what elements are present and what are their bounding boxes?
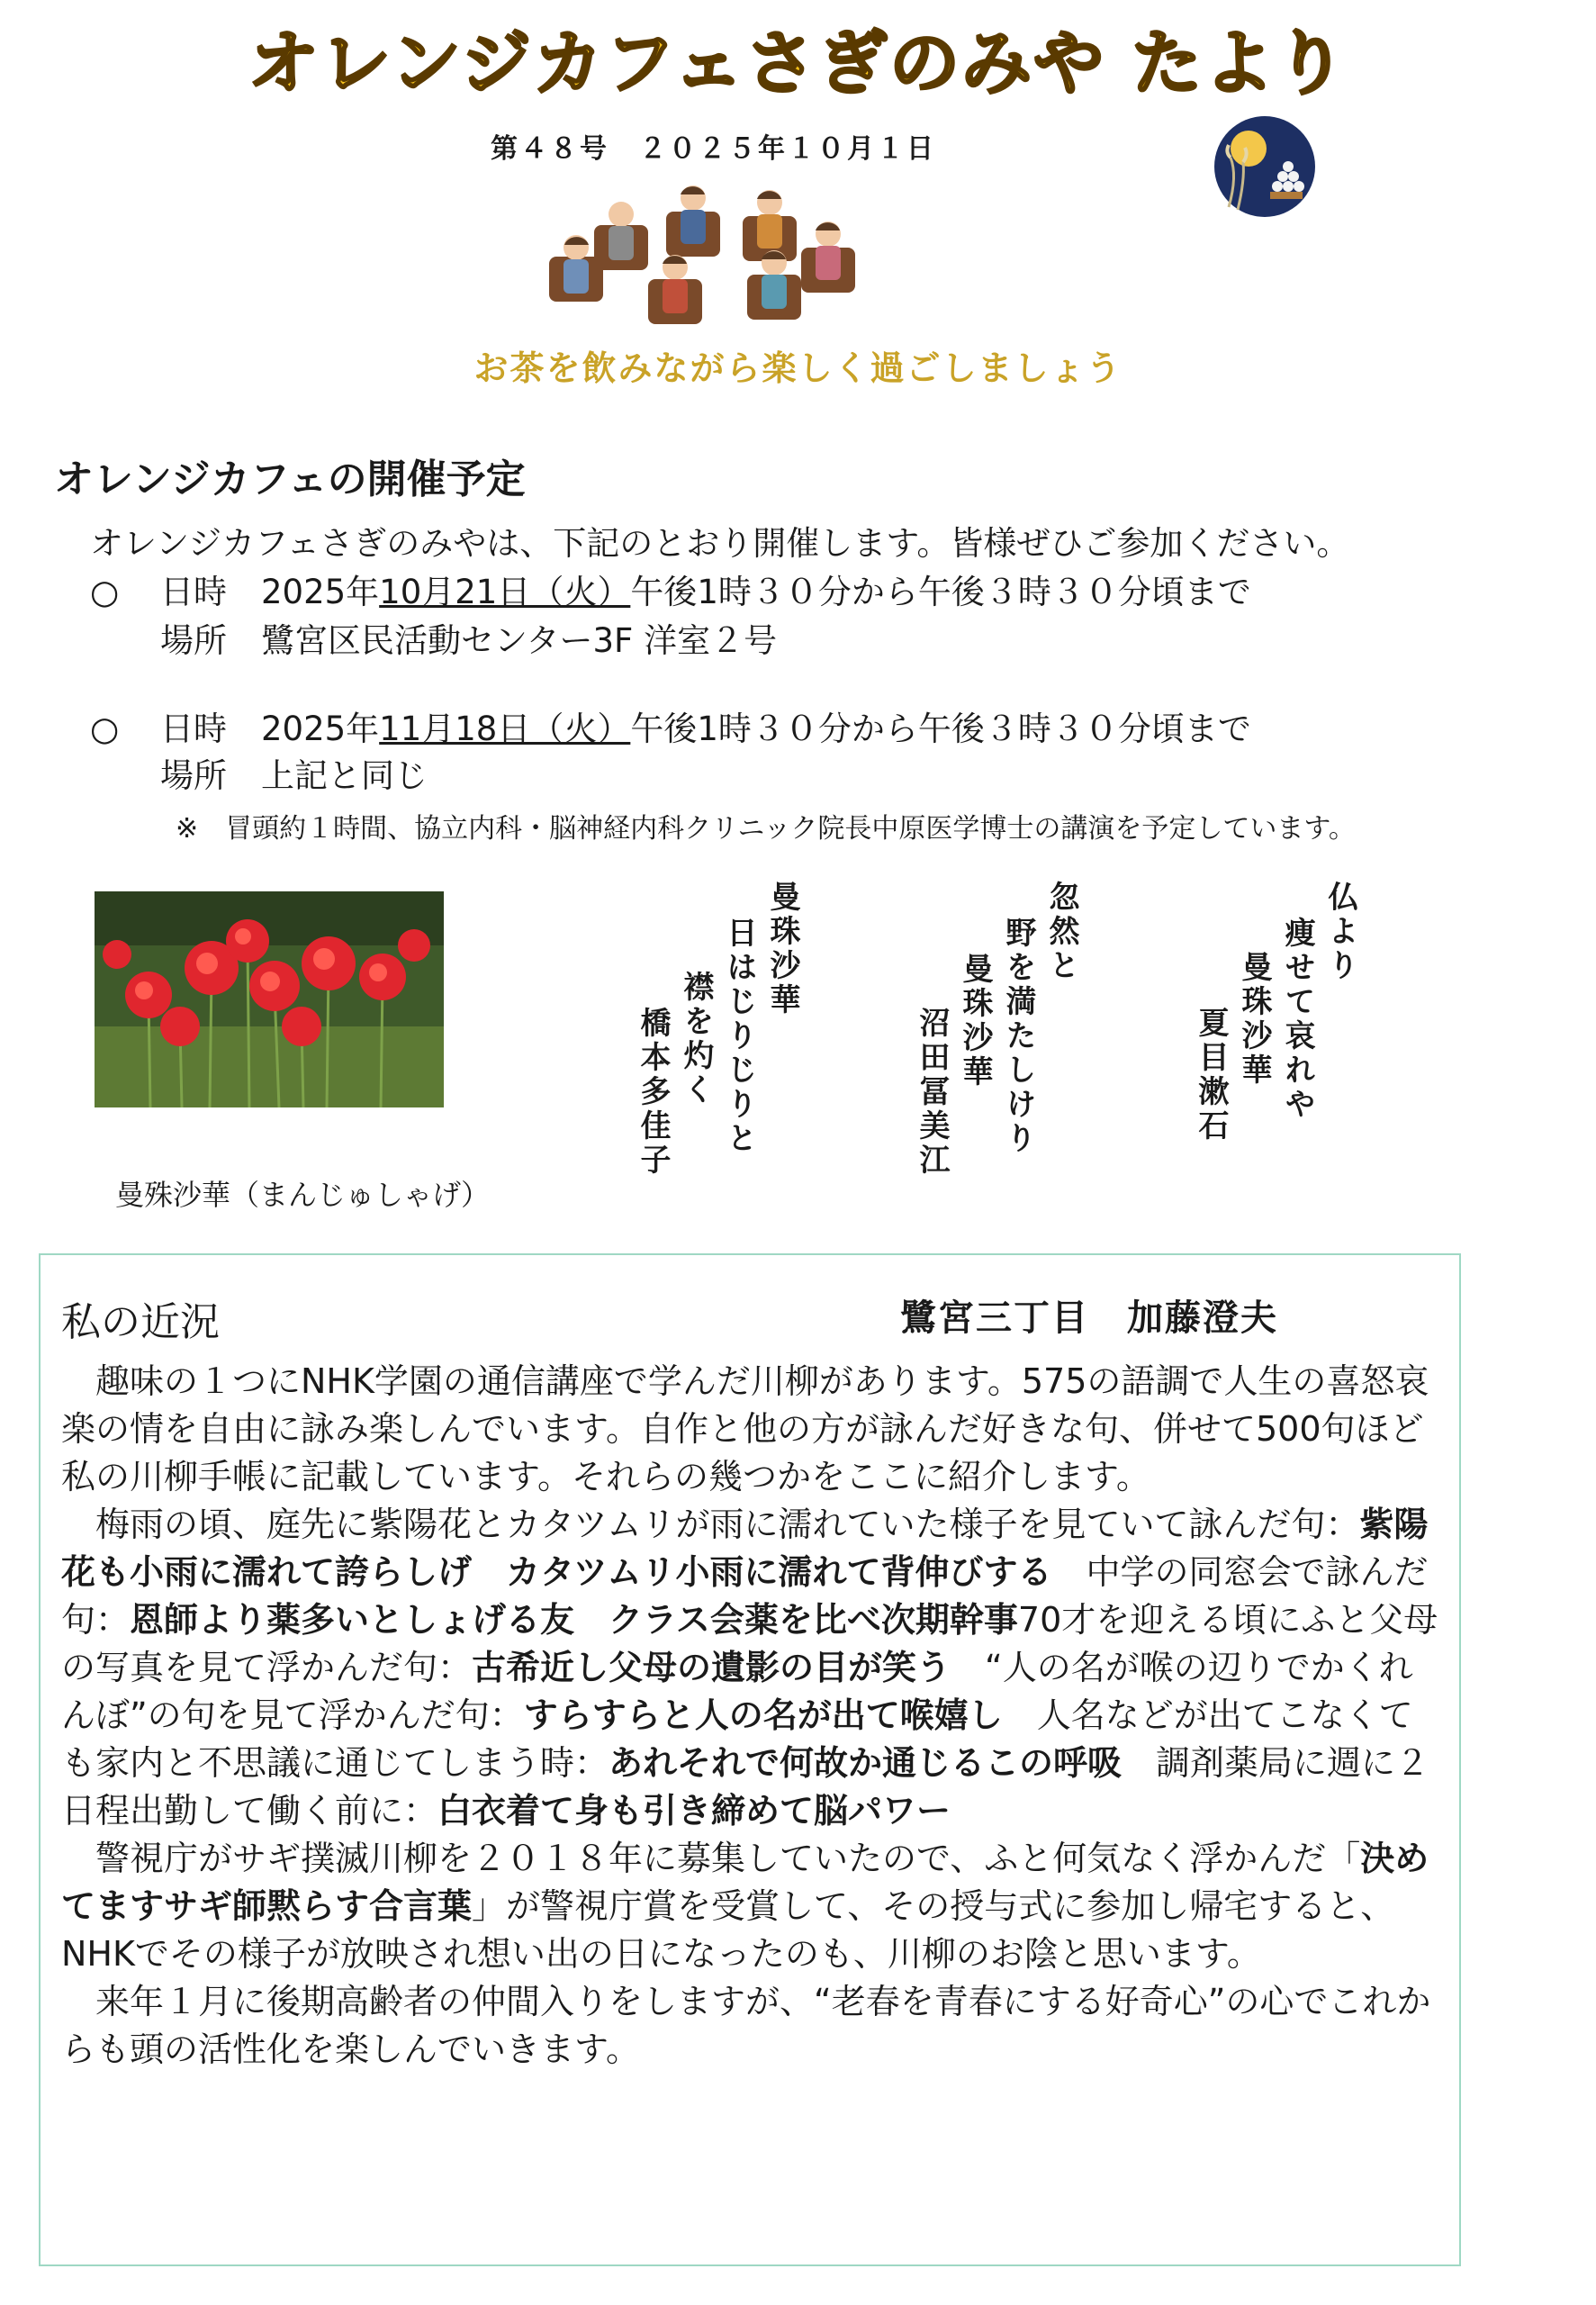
p2-text-e: 70才を迎える頃にふと父母の写真を見て浮かんだ句： — [61, 1600, 1438, 1687]
essay-author: 鷺宮三丁目 加藤澄夫 — [900, 1297, 1278, 1339]
haiku-3-line-1: 曼珠沙華 — [764, 881, 800, 1017]
essay-paragraph-1: 趣味の１つにNHK学園の通信講座で学んだ川柳があります。575の語調で人生の喜怒哀楽の情を自由に詠み楽しんでいます。自作と他の方が詠んだ好きな句、併せて500句ほど私の川柳手帳に記載しています。それらの幾つかをここに紹介します。 — [61, 1361, 1429, 1496]
p2-text-c: 中学の同窓会で詠んだ句： — [61, 1552, 1429, 1640]
moon-viewing-icon — [1211, 113, 1319, 221]
spider-lily-photo — [95, 891, 444, 1107]
event-1-time: 午後1時３０分から午後３時３０分頃まで — [630, 573, 1251, 611]
essay-body — [61, 1358, 1438, 2074]
event-1-place-label: 場所 — [160, 621, 227, 660]
event-1-bullet: ○ — [90, 573, 120, 611]
event-2-place: 上記と同じ — [261, 756, 428, 795]
p2-text-a: 梅雨の頃、庭先に紫陽花とカタツムリが雨に濡れていた様子を見ていて詠んだ句： — [95, 1505, 1360, 1544]
senryu-white-coat: 白衣着て身も引き締めて脳パワー — [437, 1791, 951, 1830]
issue-number-date: 第４８号 ２０２５年１０月１日 — [491, 133, 936, 165]
event-2-date-label: 日時 — [160, 710, 227, 748]
haiku-3-author: 橋本多佳子 — [635, 1007, 671, 1178]
people-sitting-in-circle-illustration — [540, 171, 864, 333]
p2-text-i: 人名などが出てこなくても家内と不思議に通じてしまう時： — [61, 1695, 1413, 1783]
event-2-year: 2025年 — [261, 710, 380, 748]
haiku-2-author: 沼田冨美江 — [914, 1007, 950, 1178]
event-2-datetime — [261, 708, 1251, 751]
haiku-2-line-3: 曼珠沙華 — [957, 953, 993, 1089]
senryu-reunion: 恩師より薬多いとしょげる友 クラス会薬を比べ次期幹事 — [130, 1600, 1018, 1640]
event-1-year: 2025年 — [261, 573, 380, 611]
haiku-3-line-2: 日はじりじりと — [721, 917, 757, 1156]
senryu-breath: あれそれで何故か通じるこの呼吸 — [609, 1743, 1123, 1783]
haiku-3 — [637, 881, 798, 1178]
essay-paragraph-2 — [61, 1501, 1438, 1835]
essay-title: 私の近況 — [61, 1299, 220, 1345]
essay-paragraph-4: 来年１月に後期高齢者の仲間入りをしますが、“老春を青春にする好奇心”の心でこれからも頭の活性化を楽しんでいきます。 — [61, 1982, 1431, 2069]
senryu-names: すらすらと人の名が出て喉嬉し — [523, 1695, 1003, 1735]
event-2-time: 午後1時３０分から午後３時３０分頃まで — [630, 710, 1251, 748]
event-1-place: 鷺宮区民活動センター3F 洋室２号 — [261, 621, 778, 660]
haiku-1-line-1: 仏より — [1322, 881, 1358, 983]
p2-text-g: “人の名が喉の辺りでかくれんぼ”の句を見て浮かんだ句： — [61, 1648, 1413, 1735]
haiku-1-author: 夏目漱石 — [1193, 1007, 1229, 1143]
event-1-datetime — [261, 571, 1251, 614]
lecture-note: ※ 冒頭約１時間、協立内科・脳神経内科クリニック院長中原医学博士の講演を予定しています。 — [176, 813, 1356, 845]
haiku-1-line-2: 痩せて哀れや — [1279, 917, 1315, 1122]
haiku-2-line-2: 野を満たしけり — [1000, 917, 1036, 1156]
senryu-fraud: 決めてますサギ師黙らす合言葉 — [61, 1839, 1429, 1926]
event-2-bullet: ○ — [90, 710, 120, 748]
essay-paragraph-3 — [61, 1835, 1438, 1978]
photo-caption: 曼殊沙華（まんじゅしゃげ） — [115, 1178, 491, 1212]
p3-text-c: 」が警視庁賞を受賞して、その授与式に参加し帰宅すると、NHKでその様子が放映され想い出の日になったのも、川柳のお陰と思います。 — [61, 1886, 1395, 1974]
event-2-place-label: 場所 — [160, 756, 227, 795]
p3-text-a: 警視庁がサギ撲滅川柳を２０１８年に募集していたので、ふと何気なく浮かんだ「 — [95, 1839, 1361, 1878]
haiku-2 — [916, 881, 1077, 1178]
senryu-parents: 古希近し父母の遺影の目が笑う — [472, 1648, 951, 1687]
haiku-1 — [1195, 881, 1356, 1143]
event-2-date: 11月18日（火） — [379, 710, 631, 748]
event-1-date-label: 日時 — [160, 573, 227, 611]
p2-text-k: 調剤薬局に週に２日程出勤して働く前に： — [61, 1743, 1430, 1830]
schedule-section-title: オレンジカフェの開催予定 — [54, 456, 526, 502]
newsletter-title: オレンジカフェさぎのみや たより — [248, 23, 1348, 104]
event-1-date: 10月21日（火） — [379, 573, 631, 611]
slogan: お茶を飲みながら楽しく過ごしましょう — [473, 348, 1123, 388]
senryu-hydrangea: 紫陽花も小雨に濡れて誇らしげ カタツムリ小雨に濡れて背伸びする — [61, 1505, 1429, 1592]
haiku-3-line-3: 襟を灼く — [678, 971, 714, 1107]
schedule-intro: オレンジカフェさぎのみやは、下記のとおり開催します。皆様ぜひご参加ください。 — [90, 524, 1350, 563]
haiku-2-line-1: 忽然と — [1043, 881, 1079, 983]
haiku-1-line-3: 曼珠沙華 — [1236, 951, 1272, 1088]
